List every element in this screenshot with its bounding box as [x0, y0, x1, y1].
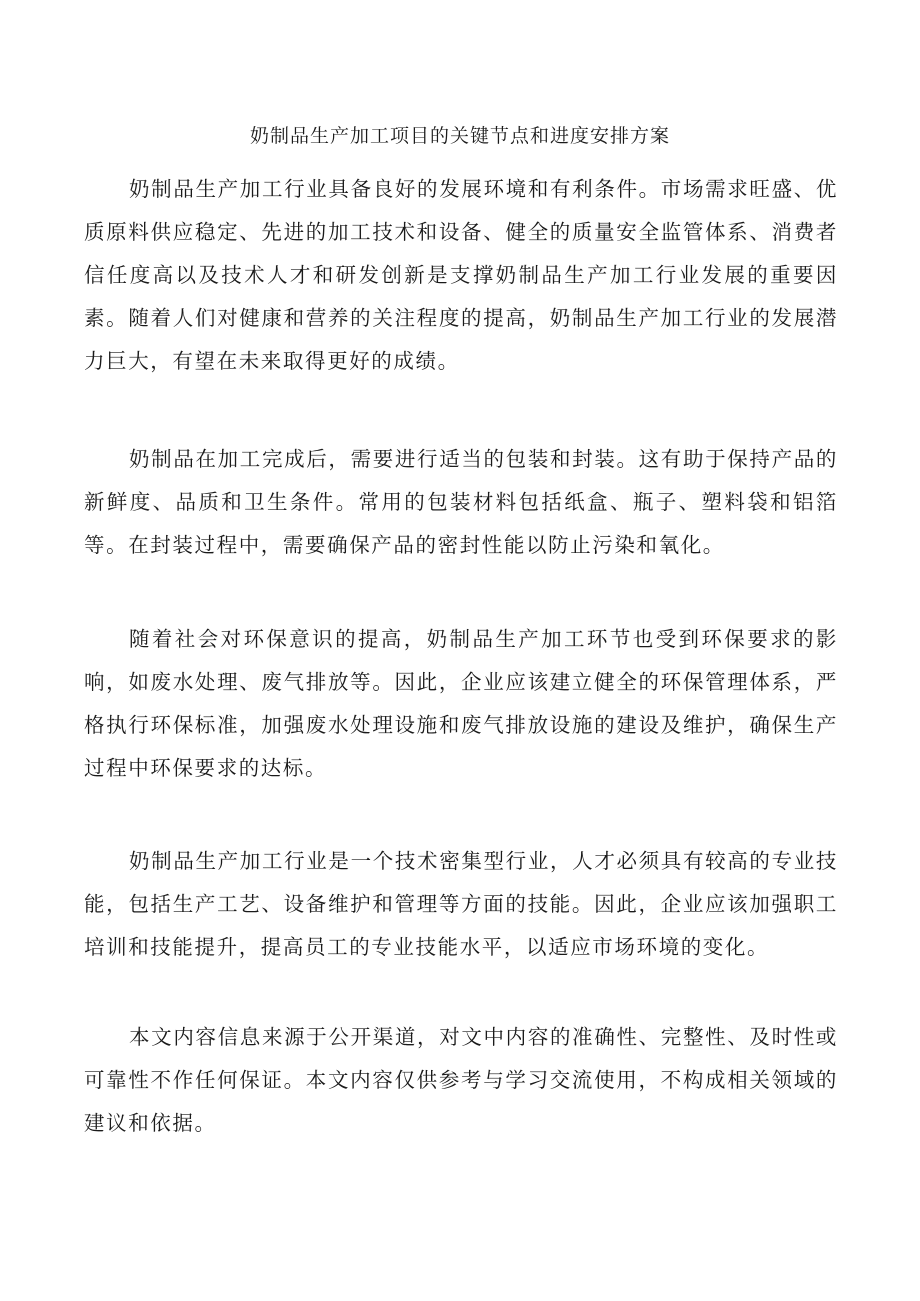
- paragraph-industry-overview: 奶制品生产加工行业具备良好的发展环境和有利条件。市场需求旺盛、优质原料供应稳定、先进的加工技术和设备、健全的质量安全监管体系、消费者信任度高以及技术人才和研发创新是支撑奶制品生产加工行业发展的重要因素。随着人们对健康和营养的关注程度的提高，奶制品生产加工行业的发展潜力巨大，有望在未来取得更好的成绩。: [84, 177, 838, 373]
- paragraph-packaging: 奶制品在加工完成后，需要进行适当的包装和封装。这有助于保持产品的新鲜度、品质和卫生条件。常用的包装材料包括纸盒、瓶子、塑料袋和铝箔等。在封装过程中，需要确保产品的密封性能以防止污染和氧化。: [84, 447, 838, 557]
- document-title: 奶制品生产加工项目的关键节点和进度安排方案: [249, 125, 670, 147]
- paragraph-disclaimer: 本文内容信息来源于公开渠道，对文中内容的准确性、完整性、及时性或可靠性不作任何保证。本文内容仅供参考与学习交流使用，不构成相关领域的建议和依据。: [84, 1025, 838, 1135]
- paragraph-environmental: 随着社会对环保意识的提高，奶制品生产加工环节也受到环保要求的影响，如废水处理、废气排放等。因此，企业应该建立健全的环保管理体系，严格执行环保标准，加强废水处理设施和废气排放设施的建设及维护，确保生产过程中环保要求的达标。: [84, 627, 838, 780]
- paragraph-talent: 奶制品生产加工行业是一个技术密集型行业，人才必须具有较高的专业技能，包括生产工艺、设备维护和管理等方面的技能。因此，企业应该加强职工培训和技能提升，提高员工的专业技能水平，以适应市场环境的变化。: [84, 849, 838, 959]
